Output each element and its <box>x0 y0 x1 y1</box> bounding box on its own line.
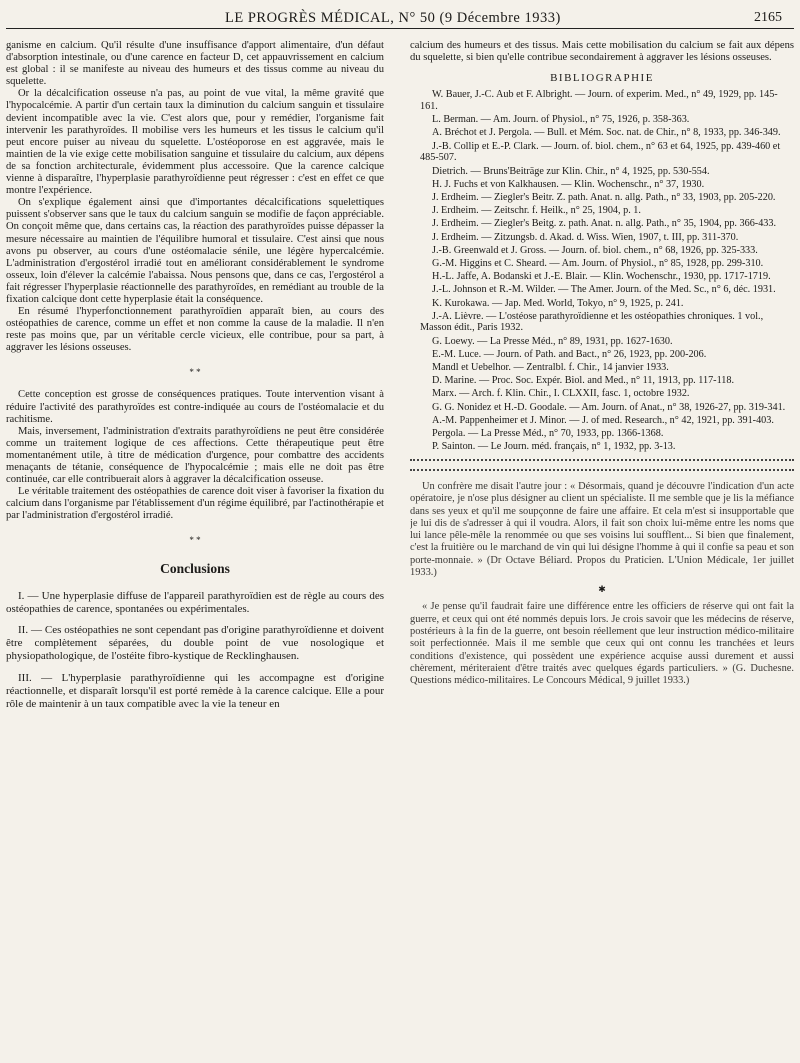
paragraph: Mais, inversement, l'administration d'extraits parathyroïdiens ne peut être considérée comme un traitement logique de ces affections. Cette thérapeutique peut être momentanément utile, à titre de médication d'urgence, pour combattre des accidents menaçants de tétanie, conséquence de l'hypocalcémie ; mais elle ne doit pas être continuée, car elle contribuerait alors à aggraver la décalcification osseuse. <box>6 425 384 486</box>
bibliography-entry: J. Erdheim. — Zitzungsb. d. Akad. d. Wiss. Wien, 1907, t. III, pp. 311-370. <box>432 231 739 243</box>
bibliography-entry: J.-B. Greenwald et J. Gross. — Journ. of. biol. chem., n° 68, 1926, pp. 325-333. <box>432 244 758 256</box>
bibliography-entry: A. Bréchot et J. Pergola. — Bull. et Mém. Soc. nat. de Chir., n° 8, 1933, pp. 346-349. <box>432 127 781 139</box>
conclusion-item: II. — Ces ostéopathies ne sont cependant pas d'origine parathyroïdienne et doivent être complètement séparées, du double point de vue nosologique et physiopathologique, de l'ostéite fibro-kystique de Recklinghausen. <box>6 623 384 663</box>
header-rule <box>6 28 794 29</box>
bibliography-list <box>410 89 794 453</box>
paragraph: On s'explique également ainsi que d'importantes décalcifications squelettiques puissent s'observer sans que le taux du calcium sanguin se modifie de façon appréciable. On conçoit même que, dans certains cas, la réaction des parathyroïdes puisse dépasser la mesure nécessaire au maintien de l'équilibre humoral et tissulaire. C'est ainsi que nous avons pu observer, au cours d'une ostéomalacie sénile, une légère hypercalcémie. L'administration d'ergostérol irradié tout en améliorant considérablement le syndrome osseux, loin d'élever la calcémie l'abaissa. Nous pensons que, dans ce cas, l'ergostérol a fait régresser l'hyperplasie réactionnelle des parathyroïdes, en remédiant au trouble de la fixation calcique dont cette hyperplasie était la conséquence. <box>6 197 384 305</box>
bibliography-entry: E.-M. Luce. — Journ. of Path. and Bact., n° 26, 1923, pp. 200-206. <box>432 348 707 360</box>
quotation-block: « Je pense qu'il faudrait faire une différence entre les officiers de réserve qui ont fait la guerre, et ceux qui ont été nommés depuis lors. Je crois savoir que les médecins de réserve, postérieurs à la fin de la guerre, ont besoin réellement que leur instruction médico-militaire soit perfectionnée. Mais il me semble que ceux qui ont connu les tranchées et leurs conditions d'existence, qui possèdent une expérience acquise aussi durement et aussi chèrement, mériteraient d'être traités avec quelques égards particuliers. » (G. Duchesne. Questions médico-militaires. Le Concours Médical, 9 juillet 1933.) <box>410 601 794 687</box>
bibliography-entry: Pergola. — La Presse Méd., n° 70, 1933, pp. 1366-1368. <box>432 428 664 440</box>
decorative-border <box>410 459 794 471</box>
bibliography-entry: A.-M. Pappenheimer et J. Minor. — J. of med. Research., n° 42, 1921, pp. 391-403. <box>432 414 774 426</box>
left-column <box>6 40 384 1060</box>
bibliography-entry: J. Erdheim. — Zeitschr. f. Heilk., n° 25, 1904, p. 1. <box>432 205 641 217</box>
bibliography-entry: L. Berman. — Am. Journ. of Physiol., n° 75, 1926, p. 358-363. <box>432 114 690 126</box>
conclusions-list <box>6 590 384 712</box>
bibliography-entry: D. Marine. — Proc. Soc. Expér. Biol. and Med., n° 11, 1913, pp. 117-118. <box>432 375 735 387</box>
bibliography-entry: G. G. Nonidez et H.-D. Goodale. — Am. Journ. of Anat., n° 38, 1926-27, pp. 319-341. <box>432 401 786 413</box>
paragraph: En résumé l'hyperfonctionnement parathyroïdien apparaît bien, au cours des ostéopathies de carence, comme un effet et non comme la cause de la maladie. Il n'en reste pas moins que, par un véritable cercle vicieux, elle contribue, pour sa part, à aggraver les lésions osseuses. <box>6 306 384 354</box>
section-separator: * * <box>189 367 201 378</box>
bibliography-entry: G. Loewy. — La Presse Méd., n° 89, 1931, pp. 1627-1630. <box>432 335 673 347</box>
section-separator: ✱ <box>598 584 606 595</box>
bibliography-heading: BIBLIOGRAPHIE <box>550 72 654 85</box>
conclusion-item: III. — L'hyperplasie parathyroïdienne qui les accompagne est d'origine réactionnelle, et disparaît lorsqu'il est porté remède à la carence calcique. Elle a pour rôle de maintenir à un taux compatible avec la vie la teneur en <box>6 671 384 710</box>
conclusion-item: I. — Une hyperplasie diffuse de l'appareil parathyroïdien est de règle au cours des ostéopathies de carence, spontanées ou expérimentales. <box>6 589 384 615</box>
right-column <box>410 40 794 1060</box>
paragraph: Le véritable traitement des ostéopathies de carence doit viser à favoriser la fixation du calcium dans l'organisme par l'établissement d'un régime équilibré, par l'actinothérapie et par l'administration d'ergostérol irradié. <box>6 486 384 522</box>
bibliography-entry: J.-B. Collip et E.-P. Clark. — Journ. of. biol. chem., n° 63 et 64, 1925, pp. 439-460 et 485-507. <box>420 140 781 164</box>
bibliography-entry: Dietrich. — Bruns'Beiträge zur Klin. Chir., n° 4, 1925, pp. 530-554. <box>432 165 710 177</box>
bibliography-entry: J.-L. Johnson et R.-M. Wilder. — The Amer. Journ. of the Med. Sc., n° 6, déc. 1931. <box>432 284 776 296</box>
paragraph: Or la décalcification osseuse n'a pas, au point de vue vital, la même gravité que l'hypocalcémie. A partir d'un certain taux la diminution du calcium sanguin et tissulaire devient incompatible avec la vie. C'est alors que, pour y remédier, l'organisme fait intervenir les parathyroïdes. Il mobilise vers les humeurs et les tissus le calcium qu'il peut encore puiser au niveau du squelette. L'ostéoporose en est aggravée, mais le maintien de la vie exige cette mobilisation sanguine et tissulaire du calcium, aux dépens de sa fonction architecturale, évidemment plus accessoire. Que la carence calcique vienne à disparaître, l'hyperplasie parathyroïdienne peut régresser : c'est en effet ce que montre l'expérience. <box>6 88 384 197</box>
bibliography-entry: J. Erdheim. — Ziegler's Beitr. Z. path. Anat. n. allg. Path., n° 33, 1903, pp. 205-220. <box>432 191 776 203</box>
conclusions-heading: Conclusions <box>160 561 230 577</box>
bibliography-entry: W. Bauer, J.-C. Aub et F. Albright. — Journ. of experim. Med., n° 49, 1929, pp. 145-161. <box>420 89 778 112</box>
paragraph: Cette conception est grosse de conséquences pratiques. Toute intervention visant à réduire l'activité des parathyroïdes est contre-indiquée au cours de l'ostéomalacie et du rachitisme. <box>6 389 384 425</box>
bibliography-entry: H. J. Fuchs et von Kalkhausen. — Klin. Wochenschr., n° 37, 1930. <box>432 178 705 190</box>
quotation-block: Un confrère me disait l'autre jour : « Désormais, quand je découvre l'indication d'un acte opératoire, je n'ose plus désigner au client un spécialiste. Il me semble que je lis la méfiance dans ses yeux et qu'il me soupçonne de faire une affaire. Et cela m'est si insupportable que je lui dis de s'adresser à qui il voudra. Alors, il fait son choix lui-même entre les noms que lui lance pêle-mêle la renommée ou que ses voisins lui soufflent... Si bien que finalement, c'est la fruitière ou le marchand de vin qui lui désigne l'homme à qui il confie sa peau et son porte-monnaie. » (Dr Octave Béliard. Propos du Praticien. L'Union Médicale, 1er juillet 1933.) <box>410 480 794 579</box>
section-separator: * * <box>189 535 201 546</box>
bibliography-entry: J.-A. Lièvre. — L'ostéose parathyroïdienne et les ostéopathies chroniques. 1 vol., Masson édit., Paris 1932. <box>420 310 764 334</box>
paragraph: ganisme en calcium. Qu'il résulte d'une insuffisance d'apport alimentaire, d'un défaut d'absorption intestinale, ou d'une carence en facteur D, cet appauvrissement en calcium est global : il se manifeste au niveau des humeurs et des tissus comme au niveau du squelette. <box>6 40 384 88</box>
bibliography-entry: Mandl et Uebelhor. — Zentralbl. f. Chir., 14 janvier 1933. <box>432 362 669 374</box>
bibliography-entry: P. Sainton. — Le Journ. méd. français, n° 1, 1932, pp. 3-13. <box>432 441 676 453</box>
bibliography-entry: J. Erdheim. — Ziegler's Beitg. z. path. Anat. n. allg. Path., n° 35, 1904, pp. 366-433. <box>432 218 777 230</box>
bibliography-entry: H.-L. Jaffe, A. Bodanski et J.-E. Blair. — Klin. Wochenschr., 1930, pp. 1717-1719. <box>432 271 771 283</box>
paragraph: calcium des humeurs et des tissus. Mais cette mobilisation du calcium se fait aux dépens du squelette, si bien qu'elle contribue secondairement à aggraver les lésions osseuses. <box>410 40 794 64</box>
page-number: 2165 <box>754 10 782 25</box>
page-header <box>0 8 800 30</box>
bibliography-entry: K. Kurokawa. — Jap. Med. World, Tokyo, n° 9, 1925, p. 241. <box>432 297 684 309</box>
bibliography-entry: G.-M. Higgins et C. Sheard. — Am. Journ. of Physiol., n° 85, 1928, pp. 299-310. <box>432 257 764 269</box>
bibliography-entry: Marx. — Arch. f. Klin. Chir., I. CLXXII, fasc. 1, octobre 1932. <box>432 388 690 400</box>
journal-title: LE PROGRÈS MÉDICAL, N° 50 (9 Décembre 1933) <box>225 10 561 26</box>
